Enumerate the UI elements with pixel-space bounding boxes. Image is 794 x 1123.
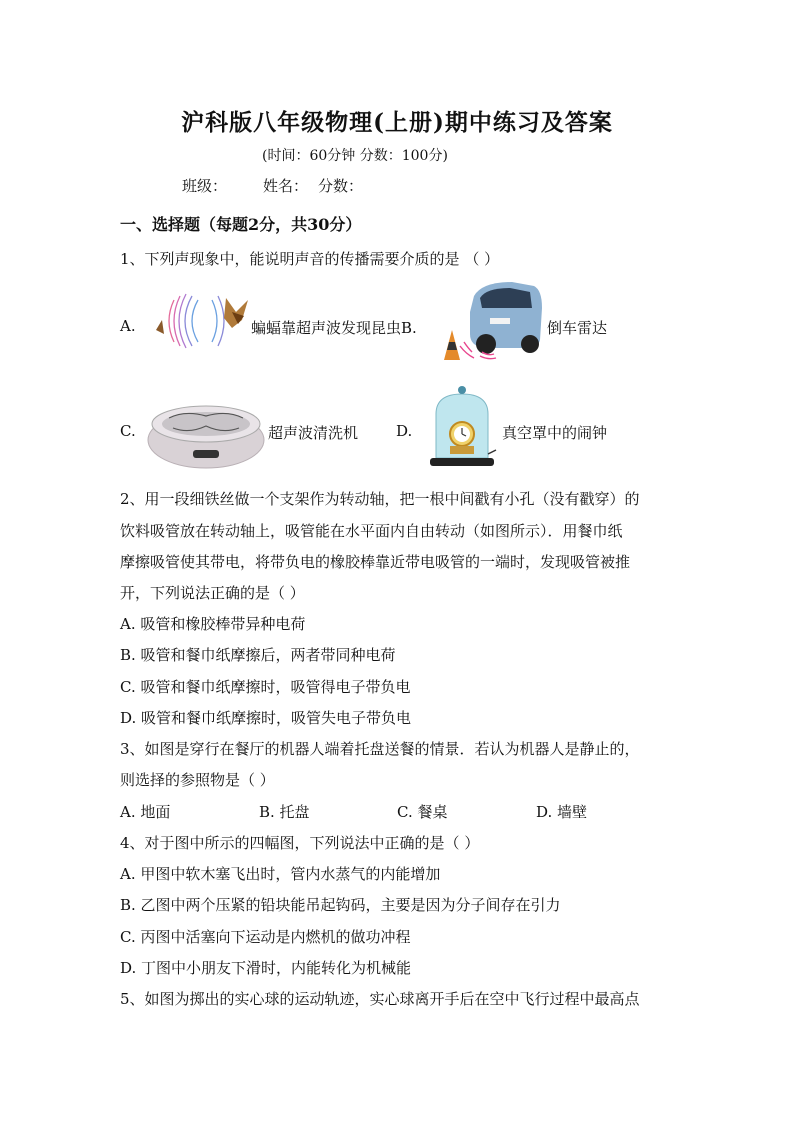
- q2-option-a: A. 吸管和橡胶棒带异种电荷: [120, 615, 306, 633]
- question-2-line-4: 开，下列说法正确的是（ ）: [120, 584, 305, 602]
- question-2-line-2: 饮料吸管放在转动轴上，吸管能在水平面内自由转动（如图所示）．用餐巾纸: [120, 522, 623, 540]
- question-1-stem: 1、下列声现象中，能说明声音的传播需要介质的是 （ ）: [120, 250, 500, 268]
- section-heading: 一、选择题（每题2分，共30分）: [120, 215, 362, 234]
- q1-option-d-letter: D.: [396, 422, 413, 440]
- q2-option-b: B. 吸管和餐巾纸摩擦后，两者带同种电荷: [120, 646, 396, 664]
- question-4-stem: 4、对于图中所示的四幅图，下列说法中正确的是（ ）: [120, 834, 480, 852]
- q3-option-a: A. 地面: [120, 803, 171, 821]
- q1-option-a-letter: A.: [120, 317, 136, 335]
- q1-option-c-text: 超声波清洗机: [268, 424, 359, 442]
- bell-jar-clock-image: [426, 384, 498, 474]
- q4-option-c: C. 丙图中活塞向下运动是内燃机的做功冲程: [120, 928, 411, 946]
- q2-option-d: D. 吸管和餐巾纸摩擦时，吸管失电子带负电: [120, 709, 412, 727]
- name-label: 姓名：: [263, 177, 309, 195]
- question-2-line-1: 2、用一段细铁丝做一个支架作为转动轴，把一根中间戳有小孔（没有戳穿）的: [120, 490, 640, 508]
- q1-option-a-text: 蝙蝠靠超声波发现昆虫B.: [251, 319, 417, 337]
- q1-option-b-text: 倒车雷达: [547, 319, 608, 337]
- question-3-line-1: 3、如图是穿行在餐厅的机器人端着托盘送餐的情景．若认为机器人是静止的，: [120, 740, 640, 758]
- q3-option-c: C. 餐桌: [397, 803, 448, 821]
- question-3-line-2: 则选择的参照物是（ ）: [120, 771, 275, 789]
- q4-option-b: B. 乙图中两个压紧的铅块能吊起钩码，主要是因为分子间存在引力: [120, 896, 561, 914]
- q3-option-d: D. 墙壁: [536, 803, 588, 821]
- page-title: 沪科版八年级物理(上册)期中练习及答案: [181, 109, 613, 136]
- q4-option-a: A. 甲图中软木塞飞出时，管内水蒸气的内能增加: [120, 865, 441, 883]
- q3-option-b: B. 托盘: [259, 803, 310, 821]
- exam-subtitle: (时间：60分钟 分数：100分): [262, 148, 448, 164]
- question-5-stem: 5、如图为掷出的实心球的运动轨迹，实心球离开手后在空中飞行过程中最高点: [120, 990, 640, 1008]
- q1-option-d-text: 真空罩中的闹钟: [502, 424, 608, 442]
- question-2-line-3: 摩擦吸管使其带电，将带负电的橡胶棒靠近带电吸管的一端时，发现吸管被推: [120, 553, 631, 571]
- q1-option-c-letter: C.: [120, 422, 136, 440]
- ultrasonic-cleaner-image: [145, 386, 267, 472]
- score-label: 分数：: [318, 177, 364, 195]
- bat-sound-image: [152, 290, 250, 352]
- q4-option-d: D. 丁图中小朋友下滑时，内能转化为机械能: [120, 959, 412, 977]
- q2-option-c: C. 吸管和餐巾纸摩擦时，吸管得电子带负电: [120, 678, 411, 696]
- car-radar-image: [434, 278, 544, 360]
- class-label: 班级：: [182, 177, 228, 195]
